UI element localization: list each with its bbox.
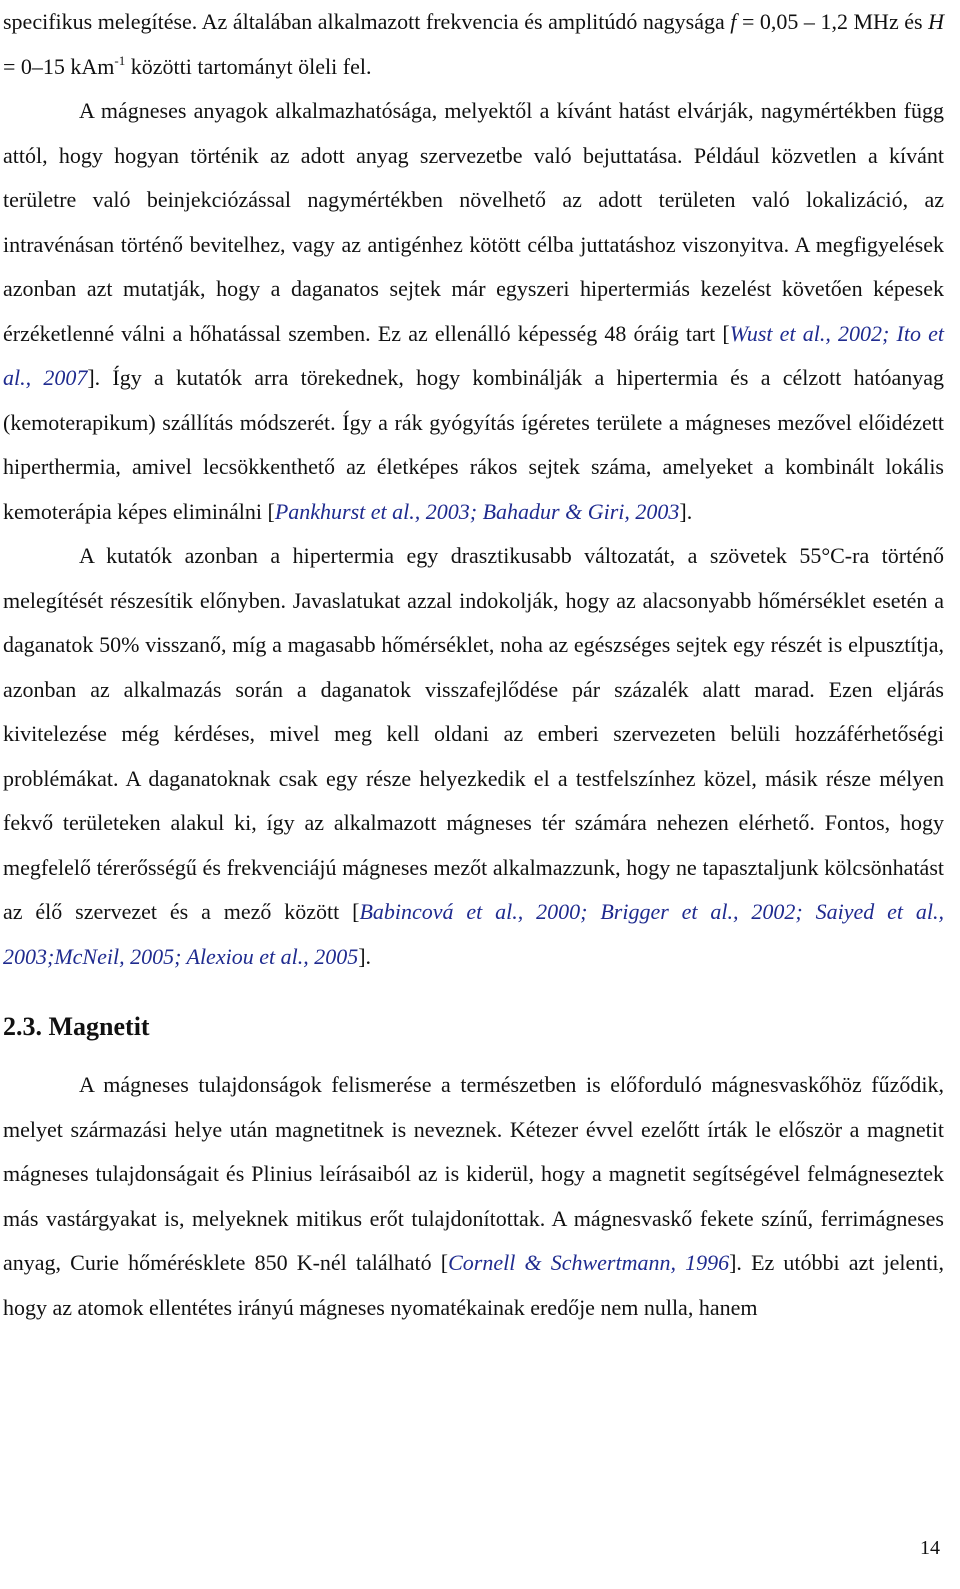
section-heading: 2.3. Magnetit <box>3 1012 150 1041</box>
text-run: ]. <box>679 498 693 524</box>
text-run: = 0–15 kAm <box>3 53 115 79</box>
text-run: A mágneses anyagok alkalmazhatósága, melyektől a kívánt hatást elvárják, nagymértékben függ attól, hogy hogyan történik az adott anyag szervezetbe való bejuttatása. Például közvetlen a kívánt területre való beinjekciózással nagymértékben növelhető az adott területen való lokalizáció, az intravénásan történő bevitelhez, vagy az antigénhez kötött célba juttatáshoz viszonyitva. A megfigyelések azonban azt mutatják, hogy a daganatos sejtek már egyszeri hipertermiás kezelést követően képesek érzéketlenné válni a hőhatással szemben. Ez az ellenálló képesség 48 óráig tart [ <box>3 98 944 346</box>
citation-babincova[interactable]: Babincová et al., 2000; Brigger et al., 2002; Saiyed et al., 2003;McNeil, 2005; Alexiou et al., 2005 <box>3 899 945 969</box>
text-run: specifikus melegítése. Az általában alkalmazott frekvencia és amplitúdó nagysága <box>3 9 731 34</box>
citation-text: , 2007 <box>25 365 88 390</box>
citation-cornell[interactable]: Cornell & Schwertmann, 1996 <box>448 1250 730 1275</box>
paragraph-hyperthermia <box>3 534 944 979</box>
citation-text: Wust et al. <box>729 320 826 346</box>
text-run: A mágneses tulajdonságok felismerése a természetben is előforduló mágnesvaskőhöz fűződik, melyet származási helye után magnetitnek is neveznek. Kétezer évvel ezelőtt írták le először a magnetit mágneses tulajdonságait és Plinius leírásaiból az is kiderül, hogy a magnetit segítségével felmágneseztek más vastárgyakat is, melyeknek mitikus erőt tulajdonítottak. A mágnesvaskő fekete színű, ferrimágneses anyag, Curie hőmérésklete 850 K-nél található [ <box>3 1072 944 1275</box>
superscript: -1 <box>114 52 126 68</box>
text-run: ]. Ez utóbbi azt jelenti, hogy az atomok ellentétes irányú mágneses nyomatékainak eredője nem nulla, hanem <box>3 1250 944 1320</box>
text-run: ]. <box>358 943 372 969</box>
page-number: 14 <box>920 1537 940 1559</box>
text-run: ]. Így a kutatók arra törekednek, hogy kombinálják a hipertermia és a célzott hatóanyag (kemoterapikum) szállítás módszerét. Így a rák gyógyítás ígéretes területe a mágneses mezővel előidézett hiperthermia, amivel lecsökkenthető az életképes rákos sejtek száma, amelyeket a kombinált lokális kemoterápia képes eliminálni [ <box>3 365 944 524</box>
citation-pankhurst[interactable]: Pankhurst et al., 2003; Bahadur & Giri, 2003 <box>274 498 680 524</box>
paragraph-frequency <box>3 0 944 89</box>
text-run: közötti tartományt öleli fel. <box>125 53 372 79</box>
math-symbol-h: H <box>928 9 944 34</box>
citation-text: , 2002; Ito et al. <box>3 320 944 390</box>
math-symbol-f: f <box>730 9 737 34</box>
text-run: A kutatók azonban a hipertermia egy drasztikusabb változatát, a szövetek 55°C-ra történő melegítését részesítik előnyben. Javaslatukat azzal indokolják, hogy az alacsonyabb hőmérséklet esetén a daganatok 50% visszanő, míg a magasabb hőmérséklet, noha az egészséges sejtek egy részét is elpusztítja, azonban az alkalmazás során a daganatok visszafejlődése pár százalék alatt marad. Ezen eljárás kivitelezése még kérdéses, mivel meg kell oldani az emberi szervezeten belüli hozzáférhetőségi problémákat. A daganatoknak csak egy része helyezkedik el a testfelszínhez közel, másik része mélyen fekvő területeken alakul ki, így az alkalmazott mágneses tér számára nehezen elérhető. Fontos, hogy megfelelő térerősségű és frekvenciájú mágneses mezőt alkalmazzunk, hogy ne tapasztaljunk kölcsönhatást az élő szervezet és a mező között [ <box>3 543 944 924</box>
text-run: = 0,05 – 1,2 MHz és <box>736 9 929 34</box>
document-page <box>3 0 944 1330</box>
paragraph-application <box>3 89 944 534</box>
paragraph-magnetite <box>3 1063 944 1330</box>
